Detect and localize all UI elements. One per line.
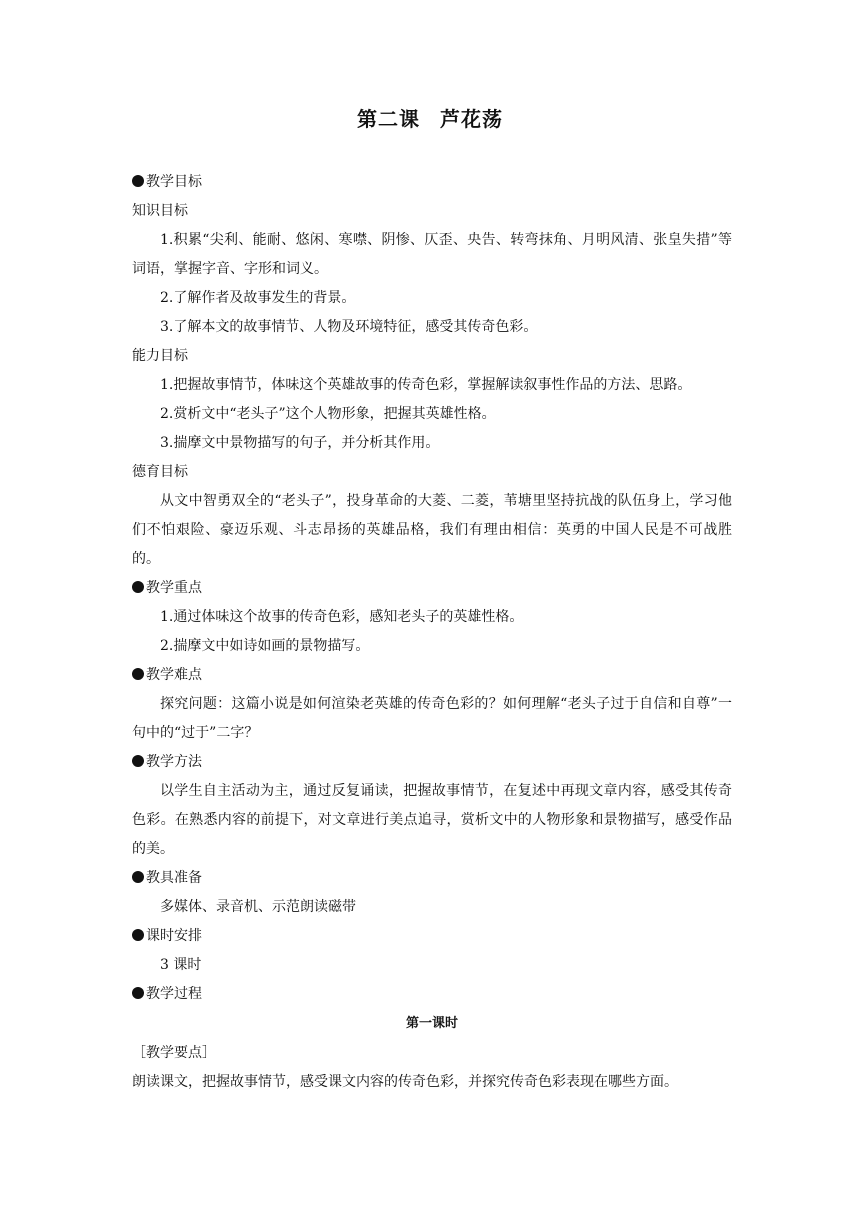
bullet-icon	[132, 871, 144, 883]
bullet-icon	[132, 668, 144, 680]
heading-schedule: 课时安排	[132, 922, 732, 951]
lesson-heading: 第一课时	[405, 1016, 458, 1031]
key-item-2: 2.揣摩文中如诗如画的景物描写。	[160, 638, 370, 654]
ability-item-1: 1.把握故事情节，体味这个英雄故事的传奇色彩，掌握解读叙事性作品的方法、思路。	[160, 377, 692, 393]
title-part1: 第二课	[357, 107, 420, 131]
subheading-moral: 德育目标	[132, 464, 188, 480]
ability-item-3: 3.揣摩文中景物描写的句子，并分析其作用。	[160, 435, 440, 451]
knowledge-item-2: 2.了解作者及故事发生的背景。	[160, 290, 356, 306]
heading-key: 教学重点	[132, 574, 732, 603]
bullet-icon	[132, 581, 144, 593]
points-label: ［教学要点］	[132, 1045, 216, 1061]
heading-process: 教学过程	[132, 980, 732, 1009]
heading-method: 教学方法	[132, 748, 732, 777]
bullet-icon	[132, 175, 144, 187]
heading-difficulty: 教学难点	[132, 661, 732, 690]
ability-item-2: 2.赏析文中“老头子”这个人物形象，把握其英雄性格。	[160, 406, 496, 422]
title-part2: 芦花荡	[440, 107, 503, 131]
heading-tools: 教具准备	[132, 864, 732, 893]
subheading-knowledge: 知识目标	[132, 203, 188, 219]
tools-item-1: 多媒体、录音机、示范朗读磁带	[160, 899, 356, 915]
heading-goals: 教学目标	[132, 168, 732, 197]
points-item-1: 朗读课文，把握故事情节，感受课文内容的传奇色彩，并探究传奇色彩表现在哪些方面。	[132, 1074, 678, 1090]
document-body	[132, 168, 732, 1097]
schedule-item-1: 3 课时	[160, 957, 202, 973]
bullet-icon	[132, 987, 144, 999]
moral-item-1: 从文中智勇双全的“老头子”，投身革命的大菱、二菱，苇塘里坚持抗战的队伍身上，学习他们不怕艰险、豪迈乐观、斗志昂扬的英雄品格，我们有理由相信：英勇的中国人民是不可战胜的。	[132, 493, 732, 567]
method-item-1: 以学生自主活动为主，通过反复诵读，把握故事情节，在复述中再现文章内容，感受其传奇色彩。在熟悉内容的前提下，对文章进行美点追寻，赏析文中的人物形象和景物描写，感受作品的美。	[132, 783, 732, 857]
bullet-icon	[132, 755, 144, 767]
subheading-ability: 能力目标	[132, 348, 188, 364]
difficulty-item-1: 探究问题：这篇小说是如何渲染老英雄的传奇色彩的？如何理解“老头子过于自信和自尊”一句中的“过于”二字？	[132, 696, 732, 741]
bullet-icon	[132, 929, 144, 941]
page-title	[0, 103, 860, 132]
knowledge-item-1: 1.积累“尖利、能耐、悠闲、寒噤、阴惨、仄歪、央告、转弯抹角、月明风清、张皇失措”等词语，掌握字音、字形和词义。	[132, 232, 732, 277]
key-item-1: 1.通过体味这个故事的传奇色彩，感知老头子的英雄性格。	[160, 609, 524, 625]
knowledge-item-3: 3.了解本文的故事情节、人物及环境特征，感受其传奇色彩。	[160, 319, 538, 335]
